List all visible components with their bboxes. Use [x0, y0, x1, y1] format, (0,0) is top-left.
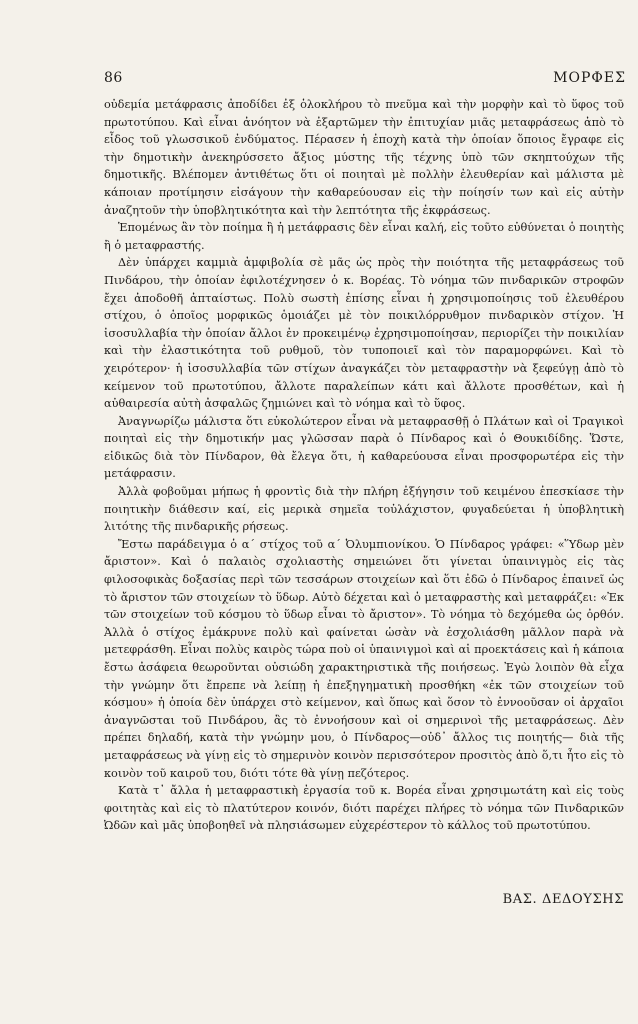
paragraph: Ἀναγνωρίζω μάλιστα ὅτι εὐκολώτερον εἶναι νὰ μεταφρασθῇ ὁ Πλάτων καὶ οἱ Τραγικοὶ ποιηταὶ εἰς τὴν δημοτικήν μας γλῶσσαν παρὰ ὁ Πίνδαρος καὶ ὁ Θουκιδίδης. Ὥστε, εἰδικῶς διὰ τὸν Πίνδαρον, θὰ ἔλεγα ὅτι, ἡ καθαρεύουσα εἶναι προσφορωτέρα εἰς τὴν μετάφρασιν. [104, 414, 624, 481]
page-number: 86 [104, 70, 123, 86]
article-body [104, 96, 624, 835]
paragraph: οὐδεμία μετάφρασις ἀποδίδει ἐξ ὁλοκλήρου τὸ πνεῦμα καὶ τὴν μορφὴν καὶ τὸ ὕφος τοῦ πρωτοτύπου. Καὶ εἶναι ἀνόητον νὰ ἐξαρτῶμεν τὴν ἐπιτυχίαν μιᾶς μεταφράσεως ἀπὸ τὸ εἶδος τοῦ γλωσσικοῦ ἐνδύματος. Πέρασεν ἡ ἐποχὴ κατὰ τὴν ὁποίαν ὅποιος ἔγραφε εἰς τὴν δημοτικὴν ἀνεκηρύσσετο ἄξιος μύστης τῆς τέχνης ὑπὸ τῶν σκηπτούχων τῆς δημοτικῆς. Βλέπομεν ἀντιθέτως ὅτι οἱ ποιηταὶ μὲ πολλὴν ἐλευθερίαν καὶ μάλιστα μὲ κάποιαν προτίμησιν εἰσάγουν τὴν καθαρεύουσαν εἰς τὴν ποίησίν των καὶ εἰς αὐτὴν ἀναζητοῦν τὴν ὑποβλητικότητα καὶ τὴν λεπτότητα τῆς ἐκφράσεως. [104, 98, 624, 217]
paragraph: Ἀλλὰ φοβοῦμαι μήπως ἡ φροντὶς διὰ τὴν πλήρη ἐξήγησιν τοῦ κειμένου ἐπεσκίασε τὴν ποιητικὴν διάθεσιν καί, εἰς μερικὰ σημεῖα τοὐλάχιστον, φυγαδεύεται ἡ ὑποβλητικὴ λιτότης τῆς πινδαρικῆς ρήσεως. [104, 485, 624, 534]
author-signature: ΒΑΣ. ΔΕΔΟΥΣΗΣ [502, 892, 624, 907]
page-header [104, 70, 638, 90]
paragraph: Δὲν ὑπάρχει καμμιὰ ἀμφιβολία σὲ μᾶς ὡς πρὸς τὴν ποιότητα τῆς μεταφράσεως τοῦ Πινδάρου, τὴν ὁποίαν ἐφιλοτέχνησεν ὁ κ. Βορέας. Τὸ νόημα τῶν πινδαρικῶν στροφῶν ἔχει ἀποδοθῆ ἀπταίστως. Πολὺ σωστὴ ἐπίσης εἶναι ἡ χρησιμοποίησις τοῦ ἐλευθέρου στίχου, ὁ ὁποῖος μορφικῶς ὁμοιάζει μὲ τὸν ποικιλόρρυθμον πινδαρικὸν στίχον. Ἡ ἰσοσυλλαβία τὴν ὁποίαν ἄλλοι ἐν προκειμένῳ ἐχρησιμοποίησαν, περιορίζει τὴν ποικιλίαν καὶ τὴν ἐλαστικότητα τοῦ ρυθμοῦ, τὸν τυποποιεῖ καὶ τὸν παραμορφώνει. Καὶ τὸ χειρότερον· ἡ ἰσοσυλλαβία τῶν στίχων ἀναγκάζει τὸν μεταφραστὴν νὰ ξεφεύγῃ ἀπὸ τὸ κείμενον τοῦ πρωτοτύπου, ἄλλοτε παραλείπων κάτι καὶ ἄλλοτε προσθέτων, καὶ ἡ αὐθαιρεσία αὐτὴ ἀσφαλῶς ζημιώνει καὶ τὸ νόημα καὶ τὸ ὕφος. [104, 256, 624, 411]
paragraph: Ἔστω παράδειγμα ὁ α΄ στίχος τοῦ α΄ Ὀλυμπιονίκου. Ὁ Πίνδαρος γράφει: «Ὕδωρ μὲν ἄριστον». Καὶ ὁ παλαιὸς σχολιαστὴς σημειώνει ὅτι γίνεται ὑπαινιγμὸς εἰς τὰς φιλοσοφικὰς δοξασίας περὶ τῶν τεσσάρων στοιχείων καὶ ὅτι ἐδῶ ὁ Πίνδαρος ἐπαινεῖ ὡς τὸ ἄριστον τῶν στοιχείων τὸ ὕδωρ. Αὐτὸ δέχεται καὶ ὁ μεταφραστὴς καὶ μεταφράζει: «Ἐκ τῶν στοιχείων τοῦ κόσμου τὸ ὕδωρ εἶναι τὸ ἄριστον». Τὸ νόημα τὸ δεχόμεθα ὡς ὀρθόν. Ἀλλὰ ὁ στίχος ἐμάκρυνε πολὺ καὶ φαίνεται ὡσὰν νὰ ἐσχολιάσθη μᾶλλον παρὰ νὰ μετεφράσθη. Εἶναι πολὺς καιρὸς τώρα ποὺ οἱ ὑπαινιγμοὶ καὶ αἱ προεκτάσεις καὶ ἡ κάποια ἔστω ἀσάφεια θεωροῦνται οὐσιώδη χαρακτηριστικὰ τῆς ποιήσεως. Ἐγὼ λοιπὸν θὰ εἶχα τὴν γνώμην ὅτι ἔπρεπε νὰ λείπῃ ἡ ἐπεξηγηματικὴ προσθήκη «ἐκ τῶν στοιχείων τοῦ κόσμου» ἡ ὁποία δὲν ὑπάρχει στὸ κείμενον, καὶ ὅπως καὶ ὅσον τὸ ἐννοοῦσαν οἱ ἀρχαῖοι ἀναγνῶσται τοῦ Πινδάρου, ἂς τὸ ἐννοήσουν καὶ οἱ σημερινοὶ τῆς μεταφράσεως. Δὲν πρέπει δηλαδή, κατὰ τὴν γνώμην μου, ὁ Πίνδαρος—οὐδ᾿ ἄλλος τις ποιητής— διὰ τῆς μεταφράσεως νὰ γίνῃ εἰς τὸ σημερινὸν κοινὸν περισσότερον προσιτὸς ἀπὸ ὅ,τι ἦτο εἰς τὸ κοινὸν τοῦ καιροῦ του, διότι τότε θὰ γίνῃ πεζότερος. [104, 537, 624, 780]
paragraph: Ἑπομένως ἂν τὸν ποίημα ἢ ἡ μετάφρασις δὲν εἶναι καλή, εἰς τοῦτο εὐθύνεται ὁ ποιητὴς ἢ ὁ μεταφραστής. [104, 221, 624, 252]
paragraph: Κατὰ τ᾿ ἄλλα ἡ μεταφραστικὴ ἐργασία τοῦ κ. Βορέα εἶναι χρησιμωτάτη καὶ εἰς τοὺς φοιτητὰς καὶ εἰς τὸ πλατύτερον κοινόν, διότι παρέχει πλήρες τὸ νόημα τῶν Πινδαρικῶν Ὠδῶν καὶ μᾶς ὑποβοηθεῖ νὰ πλησιάσωμεν εὐχερέστερον τὸ κάλλος τοῦ πρωτοτύπου. [104, 784, 624, 833]
running-head: ΜΟΡΦΕΣ [553, 70, 626, 86]
